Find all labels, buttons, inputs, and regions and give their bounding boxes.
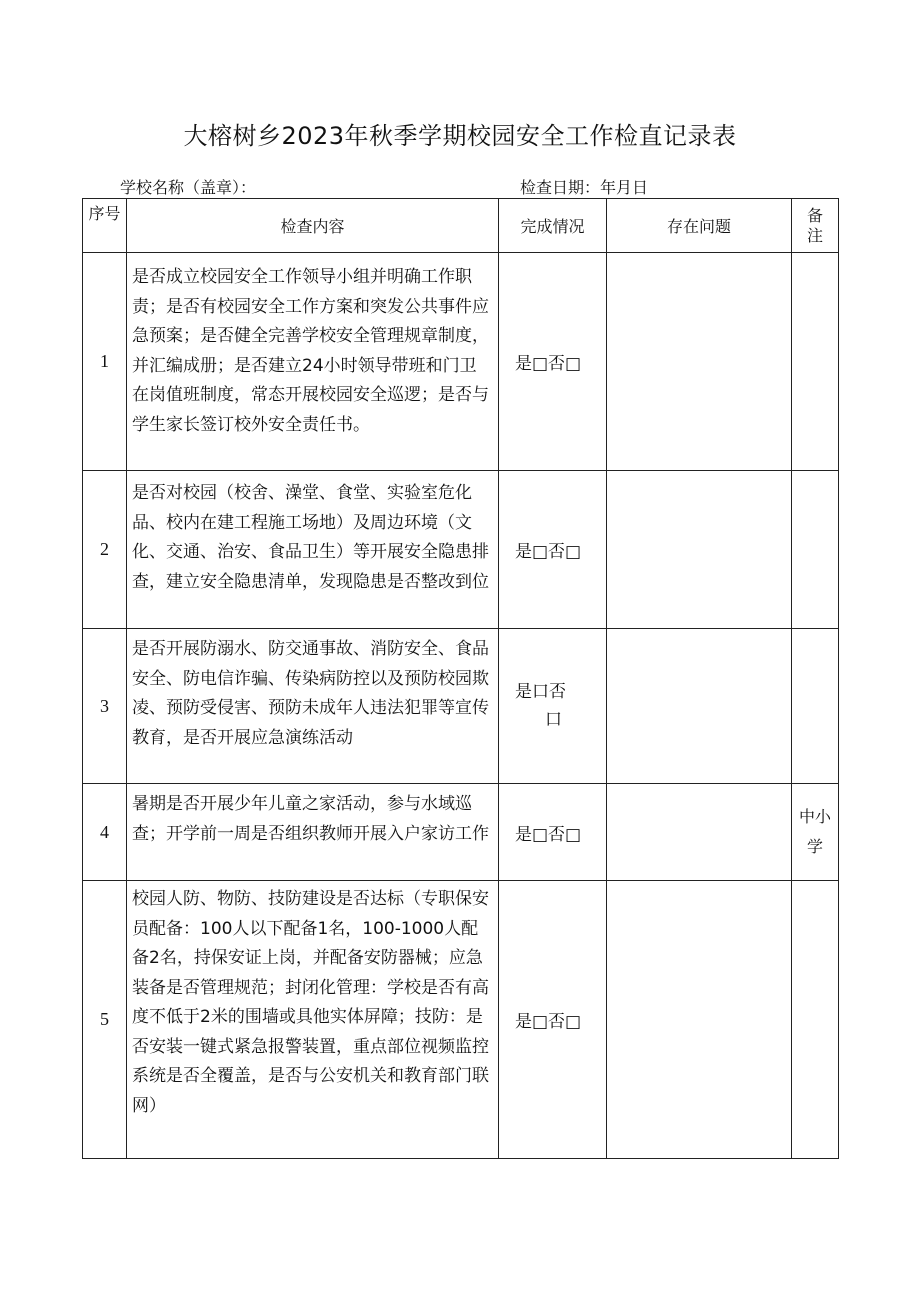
row-number: 5 [83,881,127,1159]
row-issues[interactable] [607,881,792,1159]
row-note-line2: 学 [806,837,823,856]
row-number: 1 [83,253,127,471]
table-row [83,629,839,784]
table-row [83,253,839,471]
row-status[interactable]: 是□否□ [499,881,607,1159]
school-name-label: 学校名称（盖章）： [120,178,257,197]
row-status[interactable]: 是□否□ [499,784,607,881]
row-status[interactable]: 是□否□ [499,253,607,471]
header-note-line1: 备 [806,205,823,225]
header-content: 检查内容 [127,199,499,253]
header-status: 完成情况 [499,199,607,253]
row-status[interactable]: 是□否□ [499,471,607,629]
row-content: 校园人防、物防、技防建设是否达标（专职保安员配备：100人以下配备1名，100-1000人配备2名，持保安证上岗，并配备安防器械；应急装备是否管理规范；封闭化管理：学校是否有高度不低于2米的围墙或具他实体屏障；技防：是否安装一键式紧急报警装置，重点部位视频监控系统是否全覆盖，是否与公安机关和教育部门联网） [127,881,499,1159]
row-issues[interactable] [607,629,792,784]
row-note [792,471,839,629]
table-row [83,881,839,1159]
row-number: 3 [83,629,127,784]
row-issues[interactable] [607,471,792,629]
row-number: 4 [83,784,127,881]
header-seq: 序号 [83,199,127,253]
row-note [792,629,839,784]
row-status-line2: 口 [545,710,562,730]
row-note [792,253,839,471]
document-title: 大榕树乡2023年秋季学期校园安全工作检直记录表 [183,122,737,150]
row-status[interactable] [499,629,607,784]
inspection-date-label: 检查日期：年月日 [520,178,649,197]
row-note-line1: 中小 [798,807,831,826]
table-header-row [83,199,839,253]
row-note [792,881,839,1159]
row-issues[interactable] [607,784,792,881]
header-issues: 存在问题 [607,199,792,253]
row-note [792,784,839,881]
header-note-line2: 注 [806,225,823,245]
row-status-line1: 是口否 [515,682,566,702]
table-row [83,784,839,881]
header-note [792,199,839,253]
row-number: 2 [83,471,127,629]
row-content: 是否开展防溺水、防交通事故、消防安全、食品安全、防电信诈骗、传染病防控以及预防校园欺凌、预防受侵害、预防未成年人违法犯罪等宣传教育，是否开展应急演练活动 [127,629,499,784]
row-content: 是否成立校园安全工作领导小组并明确工作职责；是否有校园安全工作方案和突发公共事件应急预案；是否健全完善学校安全管理规章制度，并汇编成册；是否建立24小时领导带班和门卫在岗值班制度，常态开展校园安全巡逻；是否与学生家长签订校外安全责任书。 [127,253,499,471]
table-row [83,471,839,629]
row-content: 是否对校园（校舍、澡堂、食堂、实验室危化品、校内在建工程施工场地）及周边环境（文化、交通、治安、食品卫生）等开展安全隐患排查，建立安全隐患清单，发现隐患是否整改到位 [127,471,499,629]
row-content: 暑期是否开展少年儿童之家活动，参与水域巡查；开学前一周是否组织教师开展入户家访工作 [127,784,499,881]
row-issues[interactable] [607,253,792,471]
inspection-table [82,198,839,1159]
